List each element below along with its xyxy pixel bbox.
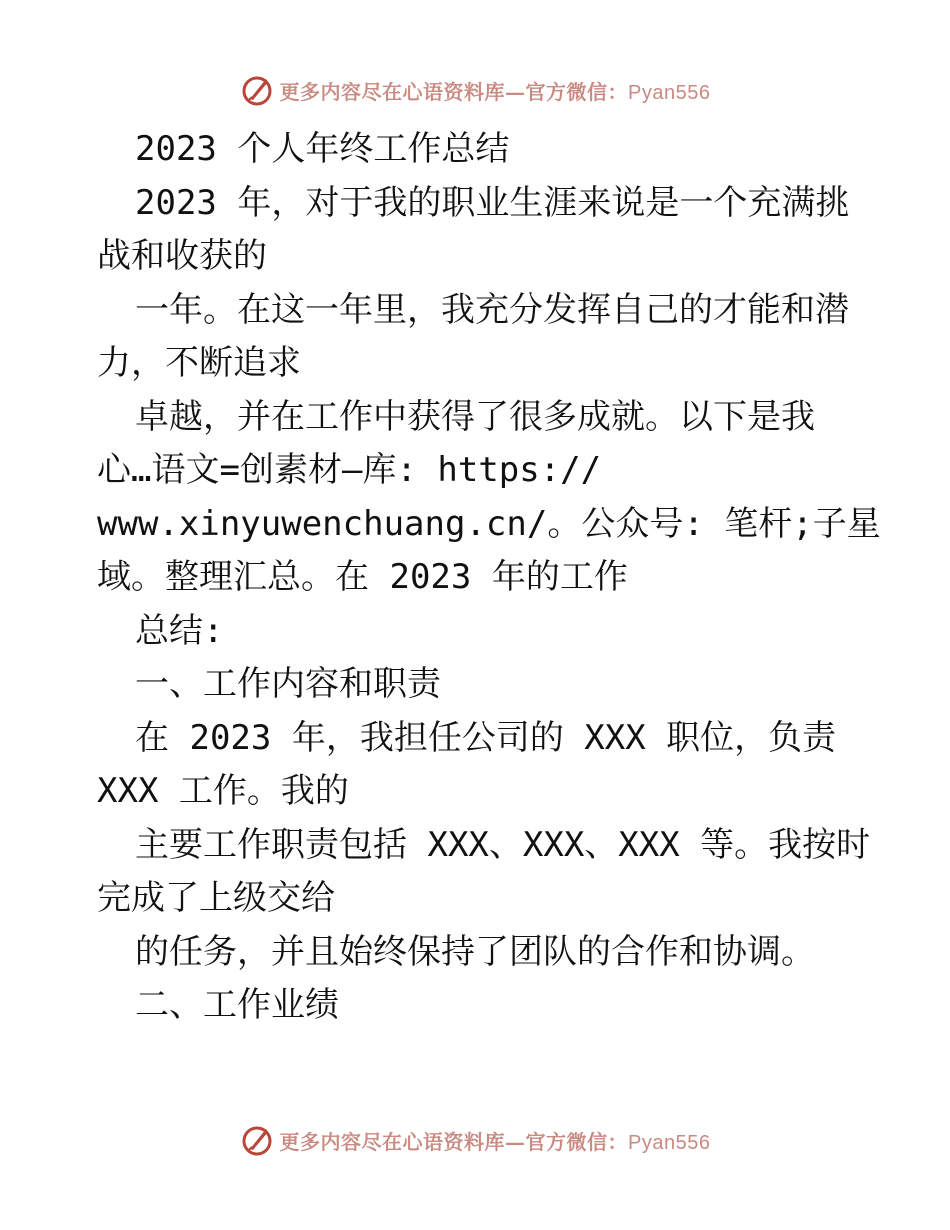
- text-line: 一、工作内容和职责: [135, 664, 441, 704]
- text-line: 的任务，并且始终保持了团队的合作和协调。: [135, 931, 815, 972]
- footer-watermark: [0, 1120, 950, 1160]
- text-line: 心…语文=创素材—库: https://: [97, 450, 602, 490]
- text-line: 二、工作业绩: [135, 985, 339, 1025]
- text-line: 力，不断追求: [97, 343, 301, 383]
- text-line: 战和收获的: [97, 236, 267, 276]
- text-line: 完成了上级交给: [97, 878, 335, 918]
- watermark-handle: Pyan556: [628, 81, 711, 104]
- text-line: 在 2023 年，我担任公司的 XXX 职位，负责: [135, 717, 837, 758]
- header-watermark: [0, 70, 950, 110]
- text-line: XXX 工作。我的: [97, 771, 349, 811]
- document-body: [97, 123, 887, 1033]
- watermark-handle: Pyan556: [628, 1131, 711, 1154]
- quill-logo-icon: [240, 1123, 274, 1157]
- watermark-text: 更多内容尽在心语资料库—官方微信：Pyan556: [279, 79, 711, 104]
- text-line: 2023 年，对于我的职业生涯来说是一个充满挑: [135, 182, 850, 223]
- text-line: 域。整理汇总。在 2023 年的工作: [97, 557, 628, 597]
- quill-logo-icon: [240, 73, 274, 107]
- text-line: 2023 个人年终工作总结: [135, 129, 510, 169]
- text-line: 主要工作职责包括 XXX、XXX、XXX 等。我按时: [135, 824, 871, 865]
- text-line: 总结:: [135, 610, 224, 651]
- text-line: 卓越，并在工作中获得了很多成就。以下是我: [135, 396, 815, 437]
- text-line: 一年。在这一年里，我充分发挥自己的才能和潜: [135, 289, 849, 330]
- text-line: www.xinyuwenchuang.cn/。公众号: 笔杆;子星: [97, 503, 881, 544]
- watermark-text: 更多内容尽在心语资料库—官方微信：Pyan556: [279, 1129, 711, 1154]
